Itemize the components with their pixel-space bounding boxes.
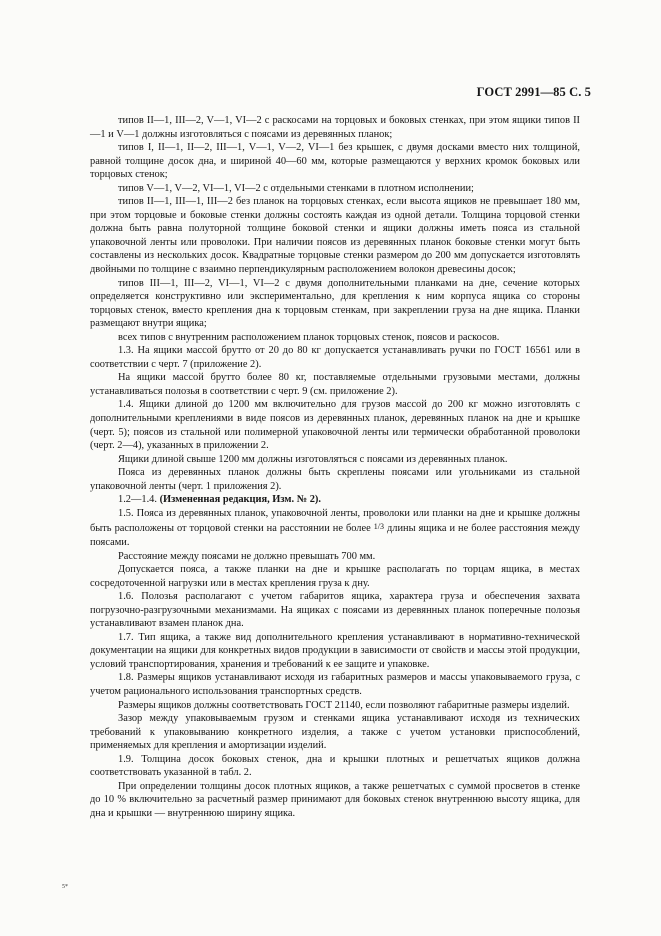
footer-mark: 5* [62, 884, 68, 890]
paragraph: На ящики массой брутто более 80 кг, поставляемые отдельными грузовыми местами, должны устанавливаться полозья в соответствии с черт. 9 (см. приложение 2). [90, 372, 580, 397]
amendment-note [90, 493, 580, 507]
paragraph: типов V—1, V—2, VI—1, VI—2 с отдельными стенками в плотном исполнении; [118, 182, 474, 194]
paragraph: 1.6. Полозья располагают с учетом габаритов ящика, характера груза и обеспечения захвата погрузочно-разгрузочными механизмами. На ящиках с поясами из деревянных планок поперечные полозья устанавливают взамен планок дна. [90, 591, 580, 630]
paragraph: При определении толщины досок плотных ящиков, а также решетчатых с суммой просветов в стенке до 10 % включительно за расчетный размер принимают для боковых стенок внутреннюю высоту ящика, для дна и крышки — внутреннюю ширину ящика. [90, 780, 580, 819]
paragraph-tail: длины ящика и не более расстояния между поясами. [90, 523, 580, 548]
amendment-label: (Измененная редакция, Изм. № 2). [159, 494, 321, 506]
document-body [90, 114, 580, 820]
fraction: 1/3 [373, 522, 384, 532]
paragraph: Размеры ящиков должны соответствовать ГОСТ 21140, если позволяют габаритные размеры изделий. [118, 699, 570, 711]
paragraph-text: 1.5. Пояса из деревянных планок, упаковочной ленты, проволоки или планки на дне и крышке должны быть расположены от торцовой стенки на расстоянии не более [90, 507, 580, 535]
paragraph: Ящики длиной свыше 1200 мм должны изготовляться с поясами из деревянных планок. [118, 453, 508, 465]
paragraph: Пояса из деревянных планок должны быть скреплены поясами или угольниками из стальной упаковочной ленты (черт. 1 приложения 2). [90, 467, 580, 492]
paragraph [90, 507, 580, 550]
paragraph: типов II—1, III—1, III—2 без планок на торцовых стенках, если высота ящиков не превышает 180 мм, при этом торцовые и боковые стенки должны состоять каждая из одной детали. Толщина торцовой стенки должна быть равна полуторной толщине боковой стенки и ящики должны иметь пояса из стальной упаковочной ленты или проволоки. При наличии поясов из деревянных планок боковые стенки могут быть составлены из нескольких досок. Квадратные торцовые стенки размером до 200 мм допускается изготовлять двойными по толщине с взаимно перпендикулярным расположением волокон древесины досок; [90, 196, 580, 276]
paragraph: 1.4. Ящики длиной до 1200 мм включительно для грузов массой до 200 кг можно изготовлять с дополнительными креплениями в виде поясов из деревянных планок, деревянных планок на дне и крышке (черт. 5); поясов из стальной или полимерной упаковочной ленты или термически обработанной проволоки (черт. 2—4), указанных в приложении 2. [90, 399, 580, 452]
paragraph: 1.7. Тип ящика, а также вид дополнительного крепления устанавливают в нормативно-технической документации на ящики для конкретных видов продукции в зависимости от свойств и массы этой продукции, условий транспортирования, хранения и требований к ее защите и упаковке. [90, 631, 580, 670]
paragraph: Расстояние между поясами не должно превышать 700 мм. [118, 550, 376, 562]
paragraph: 1.3. На ящики массой брутто от 20 до 80 кг допускается устанавливать ручки по ГОСТ 16561 или в соответствии с черт. 7 (приложение 2). [90, 345, 580, 370]
paragraph: типов II—1, III—2, V—1, VI—2 с раскосами на торцовых и боковых стенках, при этом ящики типов II—1 и V—1 должны изготовляться с поясами из деревянных планок; [90, 115, 580, 140]
paragraph: Зазор между упаковываемым грузом и стенками ящика устанавливают исходя из технических требований к упаковыванию конкретного изделия, а также с учетом установки приспособлений, применяемых для крепления и амортизации изделий. [90, 713, 580, 752]
paragraph: типов III—1, III—2, VI—1, VI—2 с двумя дополнительными планками на дне, сечение которых определяется конструктивно или экспериментально, для крепления к ним корпуса ящика со стороны торцовых стенок, вместо крепления дна к торцовым стенкам, при закреплении груза на дне ящика. Планки размещают внутри ящика; [90, 277, 580, 330]
paragraph: всех типов с внутренним расположением планок торцовых стенок, поясов и раскосов. [118, 331, 500, 343]
paragraph: 1.8. Размеры ящиков устанавливают исходя из габаритных размеров и массы упаковываемого груза, с учетом рационального использования транспортных средств. [90, 672, 580, 697]
amendment-ref: 1.2—1.4. [118, 494, 157, 506]
paragraph: типов I, II—1, II—2, III—1, V—1, V—2, VI—1 без крышек, с двумя досками вместо них толщиной, равной толщине досок дна, и шириной 40—60 мм, которые размещаются у верхних кромок боковых или торцовых стенок; [90, 142, 580, 181]
page-header: ГОСТ 2991—85 С. 5 [476, 85, 591, 99]
paragraph: Допускается пояса, а также планки на дне и крышке располагать по торцам ящика, в местах сосредоточенной нагрузки или в местах крепления груза к дну. [90, 564, 580, 589]
paragraph: 1.9. Толщина досок боковых стенок, дна и крышки плотных и решетчатых ящиков должна соответствовать указанной в табл. 2. [90, 753, 580, 779]
